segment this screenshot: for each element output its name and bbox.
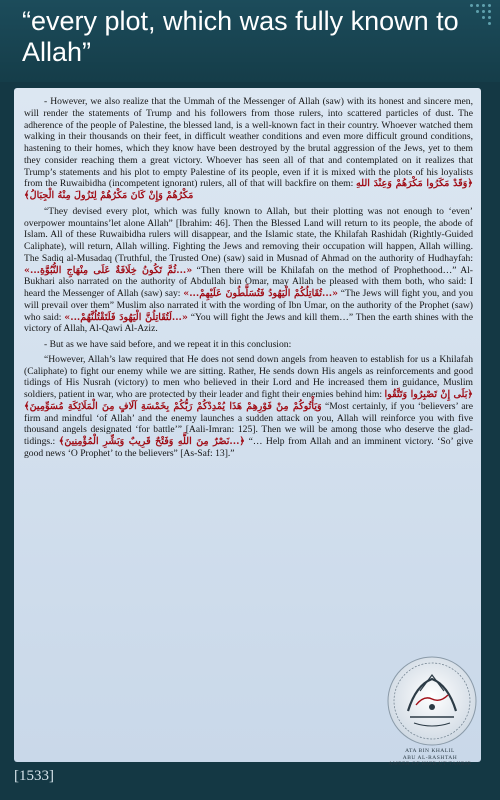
seal-caption-name: ATA BIN KHALIL	[405, 748, 455, 754]
hadith-muslim: «...لَتُقَاتِلُنَّ الْيَهُودَ فَلَتَقْتُلُنَّهُمْ...»	[64, 311, 188, 323]
seal-caption	[380, 748, 480, 768]
hadith-bukhari: «...تُقَاتِلُكُمْ الْيَهُودُ فَتُسَلَّطُونَ عَلَيْهِمْ...»	[183, 288, 339, 299]
paragraph-2	[24, 206, 473, 335]
seal-caption-kunya: ABU AL-RASHTAH	[402, 754, 458, 761]
paragraph-2-text-c: “The Jews will fight you, and you will prevail over them” Muslim also narrated it with the wording of Ibn Umar, on the authority of the Prophet (saw) who said:	[24, 288, 474, 323]
quran-verse-as-saf: ﴿...نَصْرٌ مِنَ اللَّهِ وَفَتْحٌ قَرِيبٌ وَبَشِّرِ الْمُؤْمِنِينَ﴾	[58, 436, 246, 447]
article-body	[24, 96, 473, 464]
corner-dots-decoration	[468, 4, 494, 40]
paragraph-2-text-b: “Then there will be Khilafah on the method of Prophethood…” Al-Bukhari also narrated on the authority of Abdullah bin Omar, may Allah be pleased with them both, who said: I heard the Messenger of Allah (saw) say:	[24, 264, 473, 299]
paragraph-4	[24, 354, 473, 460]
paragraph-3: - But as we have said before, and we repeat it in this conclusion:	[44, 339, 292, 350]
quran-verse-ibrahim: ﴿وَقَدْ مَكَرُوا مَكْرَهُمْ وَعِنْدَ اللهِ مَكْرُهُمْ وَإِنْ كَانَ مَكْرُهُمْ لِتَزُولَ مِنْهُ الْجِبَالُ﴾	[24, 178, 473, 201]
paragraph-2-text-a: “They devised every plot, which was fully known to Allah, but their plotting was not enough to ‘even’ overpower mountains’let alone Allah” [Ibrahim: 46]. Then the Blessed Land will return to its people, the abode of Islam. All of these Ruwaibidha rulers will disappear, and the Islamic state, the Khilafah Rashidah (Rightly-Guided Caliphate), will return, Allah willing. Fighting the Jews and removing their occupation will happen, Allah willing. The Sadiq al-Musadaq (Truthful, the Trusted One) (saw) said in Musnad of Ahmad on the authority of Hudhayfah:	[24, 205, 473, 264]
paragraph-1	[24, 96, 473, 202]
header-banner	[0, 0, 500, 82]
quran-verse-aali-imran: ﴿بَلَى إِنْ تَصْبِرُوا وَتَتَّقُوا وَيَأْتُوكُمْ مِنْ فَوْرِهِمْ هَذَا يُمْدِدْكُمْ رَبُّكُمْ بِخَمْسَةِ آلَافٍ مِنَ الْمَلَائِكَةِ مُسَوِّمِينَ﴾	[24, 389, 473, 412]
paragraph-4-text-a: “However, Allah’s law required that He does not send down angels from heaven to establish for us a Khilafah (Caliphate) to fight our enemy while we are sitting. Rather, He sends down His angels as reinforcements and good tidings of His Nusrah (victory) to men who believed in their Lord and He increased them in guidance, Muslim soldiers, patient in war, who are protected by their leader and fight their enemies behind him:	[24, 353, 473, 400]
paragraph-4-text-b: “Most certainly, if you ‘believers’ are firm and mindful ‘of Allah’ and the enemy launches a sudden attack on you, Allah will reinforce you with five thousand angels designated ‘for battle’” [Aali-Imran: 125]. Then we will be among those who deserve the glad-tidings.:	[24, 400, 473, 447]
hadith-khilafah: «...ثُمَّ تَكُونُ خِلَافَةٌ عَلَى مِنْهَاجِ النُّبُوَّةِ...»	[24, 264, 193, 276]
seal-emblem	[386, 655, 478, 747]
paragraph-4-text-c: “… Help from Allah and an imminent victory. ‘So’ give good news ‘O Prophet’ to the believers” [As-Saf: 13].”	[24, 436, 473, 459]
paragraph-2-text-d: “You will fight the Jews and kill them…” Then the earth shines with the victory of Allah, Al-Qawi Al-Aziz.	[24, 311, 474, 335]
page-title: “every plot, which was fully known to Allah”	[22, 6, 459, 67]
page-number: [1533]	[14, 768, 54, 784]
paragraph-1-text: - However, we also realize that the Ummah of the Messenger of Allah (saw) with its honest and sincere men, will render the statements of Trump and his followers from those rulers, into scattered particles of dust. The adherence of the people of Palestine, the blessed land, is a well-known fact in their country. Whoever watched them walking in their thousands on their feet, in difficult weather conditions and even more difficult ground conditions, hastening to their homes, which they know have been destroyed by the brutal aggression of the Jews, yet to them they consider reaching them a great victory. Whoever has seen all of that and contemplated on it realizes that Trump’s statements and his plot to empty Palestine of its people, even if it is mixed with the plots of his loyalists from the Ruwaibidha (incompetent ignorant) rulers, all of that will backfire on them:	[24, 96, 473, 190]
seal-caption-role: AMEER OF HIZB UT TAHRIR	[388, 761, 472, 767]
